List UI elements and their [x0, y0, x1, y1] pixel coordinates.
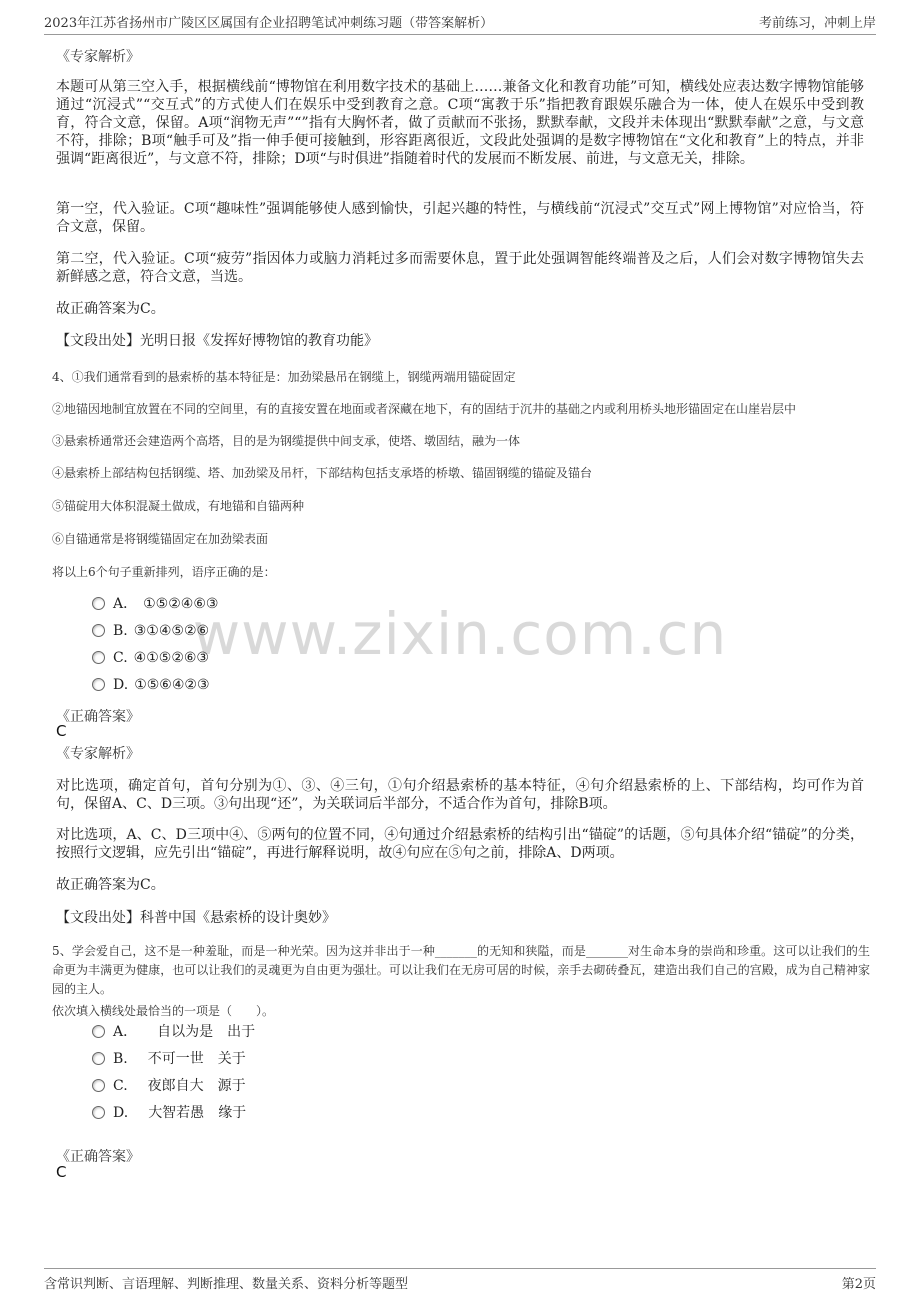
question-4-prompt: 将以上6个句子重新排列，语序正确的是：: [52, 565, 276, 579]
question-4-sentence: 4、①我们通常看到的悬索桥的基本特征是：加劲梁悬吊在钢缆上，钢缆两端用锚碇固定: [52, 370, 516, 384]
correct-answer: C: [56, 722, 67, 740]
analysis-paragraph: 本题可从第三空入手，根据横线前“博物馆在利用数字技术的基础上……兼备文化和教育功能”可知，横线处应表达数字博物馆能够通过“沉浸式”“交互式”的方式使人们在娱乐中受到教育之意。C项“寓教于乐”指把教育跟娱乐融合为一体，使人在娱乐中受到教育，符合文意，保留。A项“润物无声”“”指有大胸怀者，做了贡献而不张扬，默默奉献，文段并未体现出“默默奉献”之意，与文意不符，排除；B项“触手可及”指一伸手便可接触到，形容距离很近，文段此处强调的是数字博物馆在“文化和教育”上的特点，并非强调“距离很近”，与文意不符，排除；D项“与时俱进”指随着时代的发展而不断发展、前进，与文意无关，排除。: [56, 79, 864, 167]
radio-icon[interactable]: [92, 1106, 105, 1119]
analysis-conclusion: 故正确答案为C。: [56, 301, 165, 317]
analysis-conclusion: 故正确答案为C。: [56, 877, 165, 893]
question-5-stem: 5、学会爱自己，这不是一种羞耻，而是一种光荣。因为这并非出于一种_______的无知和狭隘，而是_______对生命本身的崇尚和珍重。这可以让我们的生命更为丰满更为健康，也可以让我们的灵魂更为自由更为强壮。可以让我们在无房可居的时候，亲手去砌砖叠瓦，建造出我们自己的宫殿，成为自己精神家园的主人。: [52, 944, 870, 996]
option-a[interactable]: A． ①⑤②④⑥③: [92, 594, 218, 614]
page-number: 第2页: [841, 1277, 876, 1292]
source-citation: 【文段出处】科普中国《悬索桥的设计奥妙》: [56, 910, 336, 926]
analysis-paragraph: 第一空，代入验证。C项“趣味性”强调能够使人感到愉快，引起兴趣的特性，与横线前“沉浸式”交互式”网上博物馆”对应恰当，符合文意，保留。: [56, 201, 864, 235]
radio-icon[interactable]: [92, 651, 105, 664]
option-d[interactable]: D. 大智若愚 缘于: [92, 1103, 246, 1123]
option-c[interactable]: C. ④①⑤②⑥③: [92, 648, 209, 668]
footer-description: 含常识判断、言语理解、判断推理、数量关系、资料分析等题型: [44, 1277, 409, 1292]
radio-icon[interactable]: [92, 1025, 105, 1038]
correct-answer: C: [56, 1163, 67, 1181]
radio-icon[interactable]: [92, 1079, 105, 1092]
correct-answer-label: 《正确答案》: [56, 709, 140, 725]
analysis-paragraph: 对比选项，A、C、D三项中④、⑤两句的位置不同，④句通过介绍悬索桥的结构引出“锚碇”的话题，⑤句具体介绍“锚碇”的分类，按照行文逻辑，应先引出“锚碇”，再进行解释说明，故④句应在⑤句之前，排除A、D两项。: [56, 827, 864, 861]
analysis-paragraph: 对比选项，确定首句，首句分别为①、③、④三句，①句介绍悬索桥的基本特征，④句介绍悬索桥的上、下部结构，均可作为首句，保留A、C、D三项。③句出现“还”，为关联词后半部分，不适合作为首句，排除B项。: [56, 778, 864, 812]
source-citation: 【文段出处】光明日报《发挥好博物馆的教育功能》: [56, 333, 378, 349]
question-4-sentence: ②地锚因地制宜放置在不同的空间里，有的直接安置在地面或者深藏在地下，有的固结于沉井的基础之内或利用桥头地形锚固定在山崖岩层中: [52, 402, 797, 416]
option-b[interactable]: B. ③①④⑤②⑥: [92, 621, 209, 641]
watermark: www.zixin.com.cn: [192, 600, 728, 668]
expert-analysis-label: 《专家解析》: [56, 49, 140, 65]
option-b[interactable]: B. 不可一世 关于: [92, 1049, 246, 1069]
radio-icon[interactable]: [92, 597, 105, 610]
analysis-paragraph: 第二空，代入验证。C项“疲劳”指因体力或脑力消耗过多而需要休息，置于此处强调智能终端普及之后，人们会对数字博物馆失去新鲜感之意，符合文意，当选。: [56, 251, 864, 285]
header-slogan: 考前练习，冲刺上岸: [758, 16, 876, 31]
radio-icon[interactable]: [92, 1052, 105, 1065]
option-c[interactable]: C. 夜郎自大 源于: [92, 1076, 246, 1096]
question-4-sentence: ③悬索桥通常还会建造两个高塔，目的是为钢缆提供中间支承，使塔、墩固结，融为一体: [52, 434, 521, 448]
option-d[interactable]: D. ①⑤⑥④②③: [92, 675, 210, 695]
expert-analysis-label: 《专家解析》: [56, 746, 140, 762]
question-4-sentence: ⑥自锚通常是将钢缆锚固定在加劲梁表面: [52, 532, 269, 546]
radio-icon[interactable]: [92, 624, 105, 637]
question-4-sentence: ④悬索桥上部结构包括钢缆、塔、加劲梁及吊杆，下部结构包括支承塔的桥墩、锚固钢缆的锚碇及锚台: [52, 466, 593, 480]
option-a[interactable]: A． 自以为是 出于: [92, 1022, 255, 1042]
page-header: [44, 12, 876, 35]
question-4-sentence: ⑤锚碇用大体积混凝土做成，有地锚和自锚两种: [52, 499, 305, 513]
radio-icon[interactable]: [92, 678, 105, 691]
page-footer: [44, 1268, 876, 1291]
question-5-prompt: 依次填入横线处最恰当的一项是（ ）。: [52, 1004, 275, 1018]
correct-answer-label: 《正确答案》: [56, 1149, 140, 1165]
document-title: 2023年江苏省扬州市广陵区区属国有企业招聘笔试冲刺练习题（带答案解析）: [44, 16, 494, 31]
